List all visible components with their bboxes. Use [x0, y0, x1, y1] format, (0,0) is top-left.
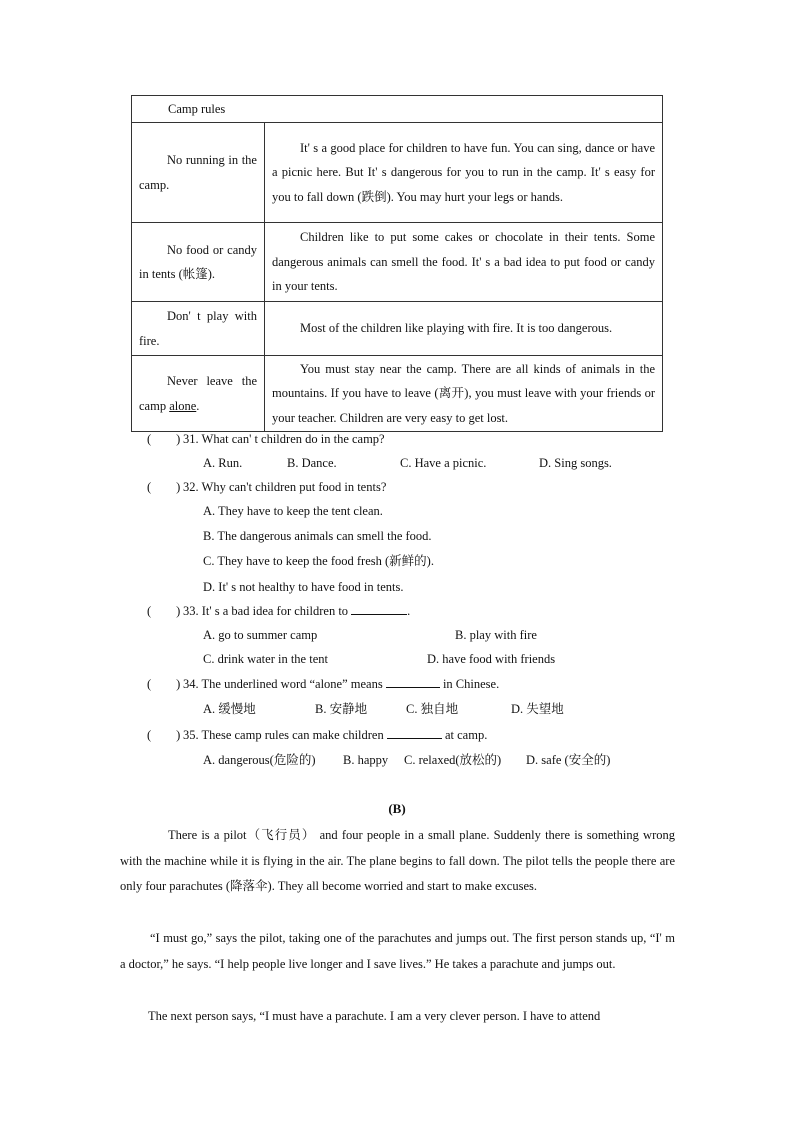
option-d: D. safe (安全的): [526, 753, 611, 767]
option-d: D. Sing songs.: [539, 456, 612, 470]
question-text: at camp.: [441, 728, 488, 742]
question-text: in Chinese.: [439, 677, 500, 691]
question-text: .: [407, 604, 411, 618]
option-a: A. 缓慢地: [203, 702, 256, 716]
detail-cell: You must stay near the camp. There are all kinds of animals in the mountains. If you have to leave (离开), you must leave with your friends or your teacher. Children are very easy to get lost.: [265, 356, 663, 432]
camp-rules-table: [131, 95, 663, 432]
option-c: C. relaxed(放松的): [404, 753, 502, 767]
question-34: [147, 675, 499, 693]
answer-blank[interactable]: ( ): [147, 677, 181, 691]
answer-blank[interactable]: ( ): [147, 604, 181, 618]
detail-cell: Most of the children like playing with fire. It is too dangerous.: [265, 302, 663, 356]
paragraph: “I must go,” says the pilot, taking one of the parachutes and jumps out. The first person stands up, “I' m a doctor,” he says. “I help people live longer and I save lives.” He takes a parachute and jumps out.: [120, 931, 675, 971]
option-a: A. They have to keep the tent clean.: [203, 504, 383, 518]
rule-text: .: [196, 398, 200, 413]
fill-blank[interactable]: [351, 602, 407, 615]
question-32: [147, 478, 386, 496]
question-text: 32. Why can't children put food in tents?: [183, 480, 387, 494]
option-b: B. play with fire: [455, 628, 537, 642]
question-31: [147, 430, 385, 448]
option-b: B. 安静地: [315, 702, 368, 716]
option-c: C. Have a picnic.: [400, 456, 487, 470]
question-text: 34. The underlined word “alone” means: [183, 677, 386, 691]
question-text: 31. What can' t children do in the camp?: [183, 432, 385, 446]
underlined-word-alone: alone: [169, 398, 197, 413]
table-header: Camp rules: [132, 96, 663, 123]
question-text: 35. These camp rules can make children: [183, 728, 387, 742]
rule-cell: No running in the camp.: [132, 123, 265, 223]
fill-blank[interactable]: [386, 675, 440, 688]
detail-cell: Children like to put some cakes or chocolate in their tents. Some dangerous animals can smell the food. It' s a bad idea to put food or candy in your tents.: [265, 223, 663, 302]
option-d: D. 失望地: [511, 702, 564, 716]
option-c: C. 独自地: [406, 702, 459, 716]
fill-blank[interactable]: [387, 726, 442, 739]
option-d: D. have food with friends: [427, 652, 556, 666]
answer-blank[interactable]: ( ): [147, 432, 181, 446]
option-b: B. Dance.: [287, 456, 337, 470]
answer-blank[interactable]: ( ): [147, 480, 181, 494]
rule-cell: Don' t play with fire.: [132, 302, 265, 356]
option-a: A. go to summer camp: [203, 628, 318, 642]
rule-cell: [132, 356, 265, 432]
rule-text: Never leave the camp: [139, 374, 257, 413]
option-c: C. drink water in the tent: [203, 652, 328, 666]
question-33: [147, 602, 410, 620]
option-b: B. The dangerous animals can smell the food.: [203, 529, 432, 543]
answer-blank[interactable]: ( ): [147, 728, 181, 742]
question-text: 33. It' s a bad idea for children to: [183, 604, 352, 618]
rule-cell: No food or candy in tents (帐篷).: [132, 223, 265, 302]
section-title: (B): [388, 801, 406, 816]
option-c: C. They have to keep the food fresh (新鲜的).: [203, 554, 434, 568]
question-35: [147, 726, 487, 744]
detail-cell: It' s a good place for children to have fun. You can sing, dance or have a picnic here. But It' s dangerous for you to run in the camp. It' s easy for you to fall down (跌倒). You may hurt your legs or hands.: [265, 123, 663, 223]
paragraph: There is a pilot（飞行员） and four people in a small plane. Suddenly there is something wrong with the machine while it is flying in the air. The plane begins to fall down. The pilot tells the people there are only four parachutes (降落伞). They all become worried and start to make excuses.: [120, 828, 675, 893]
option-d: D. It' s not healthy to have food in tents.: [203, 580, 404, 594]
option-a: A. Run.: [203, 456, 243, 470]
option-b: B. happy: [343, 753, 389, 767]
option-a: A. dangerous(危险的): [203, 753, 316, 767]
paragraph: The next person says, “I must have a parachute. I am a very clever person. I have to attend: [148, 1009, 601, 1023]
